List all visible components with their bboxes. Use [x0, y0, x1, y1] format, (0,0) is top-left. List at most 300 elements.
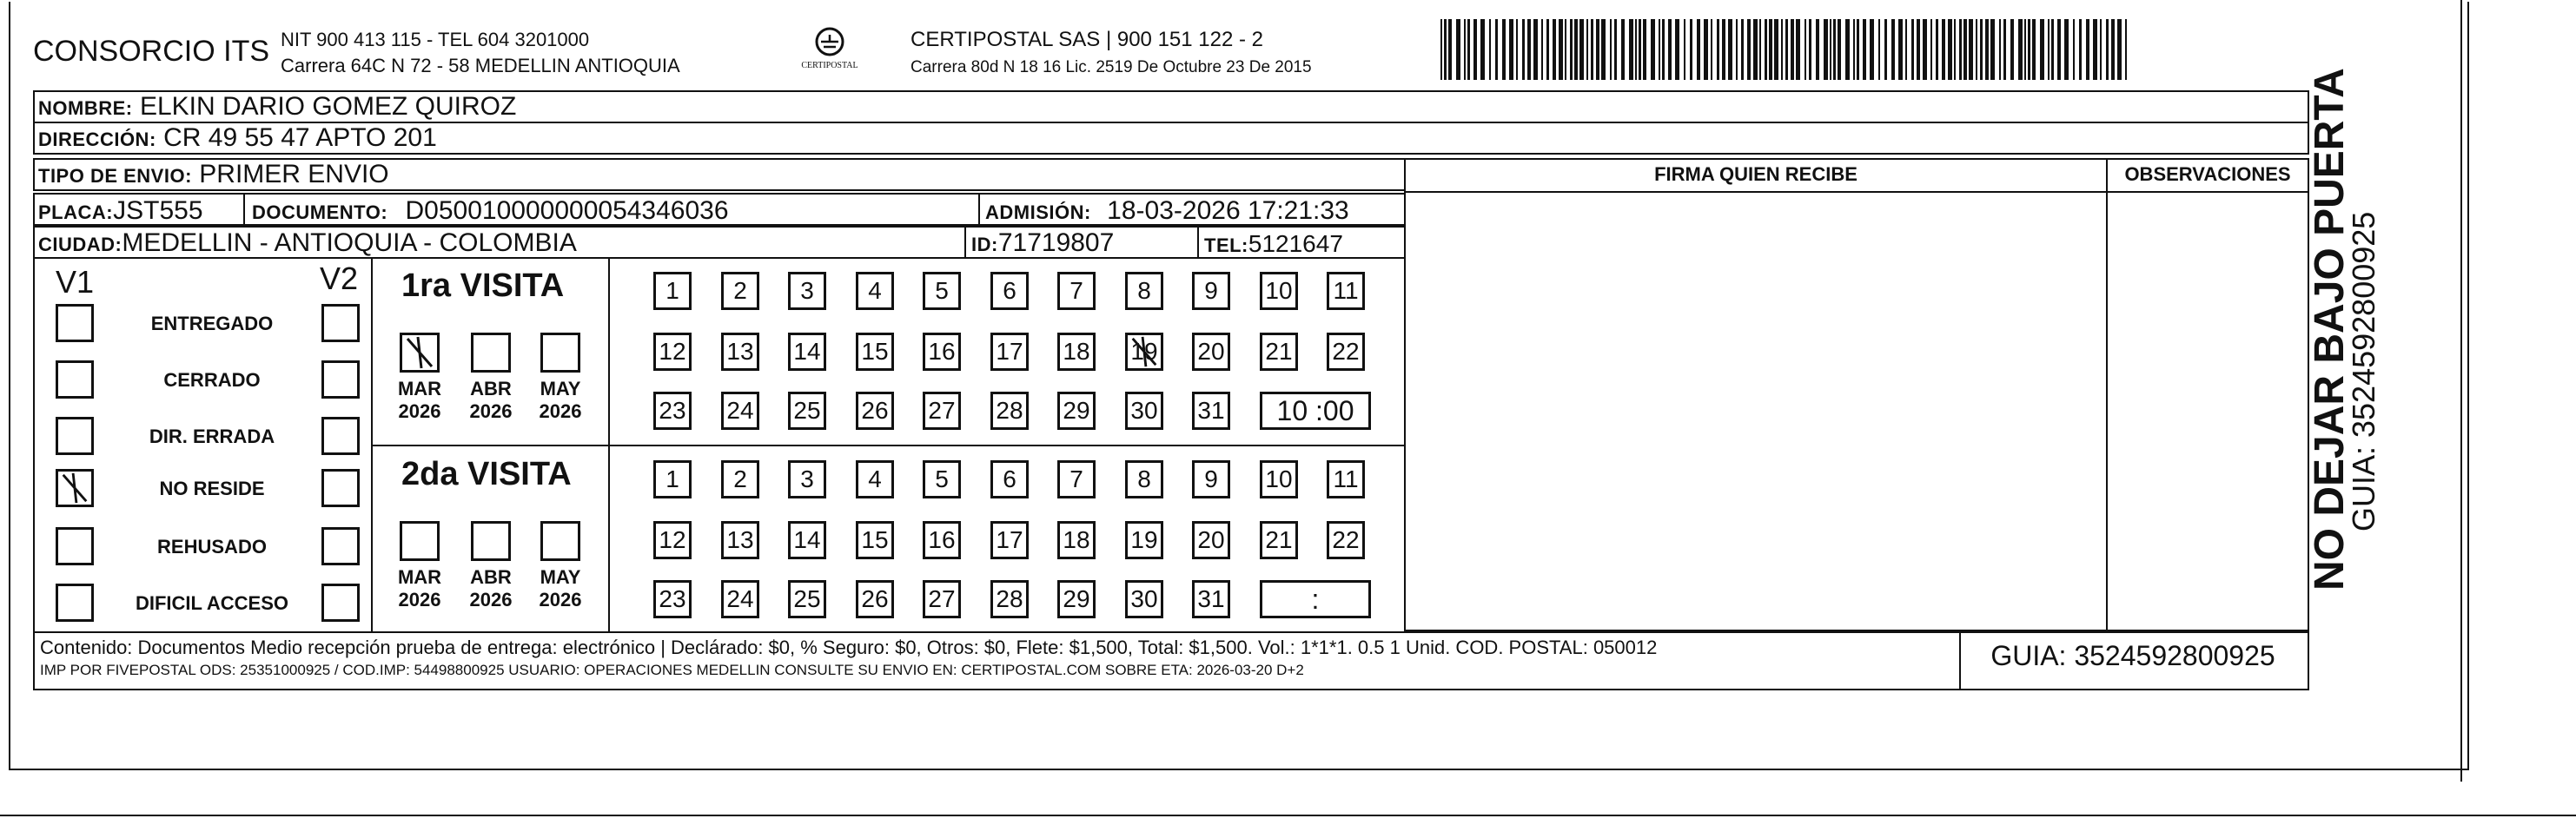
visit-day-box[interactable]	[856, 580, 894, 618]
visit-time-value: :	[1311, 584, 1320, 615]
visit-day-box[interactable]	[1125, 333, 1163, 371]
certipostal-logo	[795, 24, 864, 76]
barcode-bar	[1853, 19, 1855, 80]
placa-value: JST555	[113, 196, 203, 225]
company-name: CONSORCIO ITS	[33, 35, 270, 68]
visit-day-number: 29	[1063, 397, 1090, 424]
barcode-bar	[1480, 19, 1485, 80]
visit-time-box[interactable]	[1260, 580, 1371, 618]
tipo-row	[33, 158, 1406, 191]
visit-day-number: 26	[861, 397, 889, 424]
barcode-bar	[1985, 19, 1989, 80]
barcode-bar	[2064, 19, 2069, 80]
status-label: NO RESIDE	[159, 478, 265, 499]
visit-day-box[interactable]	[788, 460, 826, 498]
status-v1-checkbox[interactable]	[56, 417, 94, 455]
visit-title: 2da VISITA	[401, 456, 572, 492]
status-v1-checkbox[interactable]	[56, 469, 94, 507]
visit-month-label	[460, 378, 521, 423]
barcode-bar	[2003, 19, 2006, 80]
visit-day-number: 22	[1332, 526, 1360, 553]
visit-day-number: 21	[1265, 338, 1293, 365]
visit-day-box[interactable]	[1192, 521, 1230, 559]
visit-day-number: 5	[935, 465, 949, 492]
visit-day-box[interactable]	[856, 333, 894, 371]
visit-day-box[interactable]	[721, 333, 759, 371]
barcode-bar	[1959, 19, 1962, 80]
barcode-bar	[1753, 19, 1758, 80]
visit-day-box[interactable]	[856, 272, 894, 310]
barcode-bar	[1791, 19, 1794, 80]
visit-day-number: 28	[996, 397, 1023, 424]
barcode-bar	[1610, 19, 1612, 80]
barcode-bar	[1809, 19, 1811, 80]
footer-line1: Contenido: Documentos Medio recepción prueba de entrega: electrónico | Declárado: $0, % Seguro: $0, Otros: $0, Flete: $1,500, Total: $1,500. Vol.: 1*1*1. 0.5 1 Unid. COD. POSTAL: 050012	[40, 637, 1658, 658]
barcode-bar	[1635, 19, 1637, 80]
barcode-bar	[2117, 19, 2122, 80]
barcode-bar	[1495, 19, 1498, 80]
visit-day-number: 3	[800, 277, 814, 304]
carrier-line2: Carrera 80d N 18 16 Lic. 2519 De Octubre 23 De 2015	[911, 58, 1312, 76]
direccion-label: DIRECCIÓN:	[38, 129, 156, 150]
visit-day-box[interactable]	[1192, 460, 1230, 498]
barcode-bar	[2125, 19, 2127, 80]
bottom-rule	[0, 815, 2576, 816]
visit-month-label	[389, 378, 450, 423]
visit-day-box[interactable]	[856, 392, 894, 430]
barcode-bar	[1533, 19, 1538, 80]
visit-month-checkbox[interactable]	[540, 521, 580, 561]
visit-day-number: 6	[1003, 277, 1016, 304]
visit-month-checkbox[interactable]	[471, 521, 511, 561]
visit-day-box[interactable]	[856, 521, 894, 559]
visit-divider-mid	[371, 445, 1405, 446]
barcode-bar	[1697, 19, 1700, 80]
visit-day-number: 20	[1197, 338, 1225, 365]
visit-day-box[interactable]	[653, 392, 692, 430]
tel-divider	[1197, 226, 1199, 259]
visit-day-box[interactable]	[1260, 333, 1298, 371]
barcode-bar	[2106, 19, 2109, 80]
barcode-bar	[1565, 19, 1566, 80]
barcode-bar	[1936, 19, 1938, 80]
barcode-bar	[1502, 19, 1506, 80]
visit-day-box[interactable]	[990, 460, 1029, 498]
visit-day-number: 14	[793, 338, 821, 365]
visit-month-year: 2026	[398, 400, 441, 422]
visit-day-box[interactable]	[990, 272, 1029, 310]
barcode-bar	[1741, 19, 1744, 80]
visit-day-number: 11	[1333, 277, 1359, 304]
visit-day-number: 4	[868, 277, 882, 304]
visit-day-number: 12	[659, 526, 686, 553]
visit-title: 1ra VISITA	[401, 267, 565, 304]
barcode-bar	[1759, 19, 1761, 80]
barcode-bar	[1845, 19, 1850, 80]
visit-day-box[interactable]	[1125, 521, 1163, 559]
barcode-bar	[1898, 19, 1903, 80]
barcode-bar	[1722, 19, 1725, 80]
barcode-bar	[1942, 19, 1945, 80]
visit-day-number: 7	[1069, 465, 1083, 492]
barcode-bar	[1805, 19, 1806, 80]
visit-month-year: 2026	[469, 589, 513, 610]
barcode-bar	[1579, 19, 1584, 80]
visit-day-number: 13	[726, 338, 754, 365]
barcode-bar	[1522, 19, 1525, 80]
visit-day-box[interactable]	[1192, 580, 1230, 618]
visit-day-box[interactable]	[990, 333, 1029, 371]
barcode-bar	[1546, 19, 1549, 80]
barcode-bar	[2051, 19, 2054, 80]
visit-day-number: 1	[666, 465, 679, 492]
visit-day-number: 14	[793, 526, 821, 553]
visit-month-checkbox[interactable]	[540, 333, 580, 373]
barcode-bar	[2111, 19, 2115, 80]
status-v1-checkbox[interactable]	[56, 527, 94, 565]
barcode-bar	[1444, 19, 1447, 80]
barcode-bar	[1509, 19, 1513, 80]
barcode-bar	[1473, 19, 1477, 80]
visit-day-box[interactable]	[721, 580, 759, 618]
status-v2-checkbox[interactable]	[321, 360, 360, 399]
barcode-bar	[1464, 19, 1466, 80]
visit-day-box[interactable]	[1192, 272, 1230, 310]
id-value: 71719807	[997, 228, 1115, 257]
barcode-bar	[1527, 19, 1531, 80]
visit-day-number: 2	[733, 465, 747, 492]
visit-month-year: 2026	[539, 400, 582, 422]
side-warning: NO DEJAR BAJO PUERTA	[2307, 68, 2353, 591]
visit-day-number: 3	[800, 465, 814, 492]
visit-month-name: MAY	[540, 378, 581, 399]
barcode-bar	[1824, 19, 1828, 80]
visit-day-box[interactable]	[1327, 460, 1365, 498]
visit-month-checkbox[interactable]	[400, 521, 440, 561]
admision-value: 18-03-2026 17:21:33	[1107, 196, 1349, 225]
visit-month-year: 2026	[469, 400, 513, 422]
barcode-bar	[1963, 19, 1967, 80]
visit-month-label	[460, 566, 521, 611]
barcode	[1440, 19, 2129, 80]
barcode-bar	[1923, 19, 1927, 80]
visit-day-box[interactable]	[653, 333, 692, 371]
visit-day-box[interactable]	[1057, 460, 1096, 498]
barcode-bar	[1591, 19, 1593, 80]
barcode-bar	[1675, 19, 1679, 80]
id-field	[971, 228, 1114, 258]
visit-day-number: 16	[928, 526, 956, 553]
visit-day-box[interactable]	[990, 521, 1029, 559]
firma-header: FIRMA QUIEN RECIBE	[1654, 163, 1858, 185]
visit-divider-cal	[608, 257, 610, 631]
barcode-bar	[1601, 19, 1606, 80]
visit-month-checkbox[interactable]	[400, 333, 440, 373]
barcode-bar	[1574, 19, 1578, 80]
barcode-bar	[1736, 19, 1738, 80]
status-v2-checkbox[interactable]	[321, 527, 360, 565]
admision-field	[985, 196, 1349, 226]
visit-day-box[interactable]	[721, 460, 759, 498]
visit-day-box[interactable]	[1327, 521, 1365, 559]
nombre-row	[33, 90, 2309, 123]
visit-day-number: 22	[1332, 338, 1360, 365]
barcode-bar	[1570, 19, 1573, 80]
visit-day-number: 10	[1265, 465, 1293, 492]
visit-day-box[interactable]	[1327, 333, 1365, 371]
barcode-bar	[1629, 19, 1633, 80]
barcode-bar	[1911, 19, 1914, 80]
visit-day-box[interactable]	[990, 392, 1029, 430]
barcode-bar	[2040, 19, 2044, 80]
documento-field	[252, 196, 729, 226]
admision-label: ADMISIÓN:	[985, 201, 1091, 223]
barcode-bar	[1857, 19, 1859, 80]
status-v2-checkbox[interactable]	[321, 417, 360, 455]
visit-month-label	[389, 566, 450, 611]
visit-day-box[interactable]	[923, 272, 961, 310]
tipo-label: TIPO DE ENVIO:	[38, 165, 192, 187]
documento-value: D050010000000054346036	[405, 196, 729, 225]
barcode-bar	[1684, 19, 1685, 80]
barcode-bar	[1717, 19, 1719, 80]
barcode-bar	[1728, 19, 1732, 80]
visit-day-box[interactable]	[923, 521, 961, 559]
visit-day-box[interactable]	[923, 392, 961, 430]
status-label: CERRADO	[163, 369, 261, 391]
visit-day-box[interactable]	[1057, 580, 1096, 618]
visit-day-number: 31	[1197, 397, 1225, 424]
barcode-bar	[1541, 19, 1543, 80]
barcode-bar	[2028, 19, 2030, 80]
ciudad-field	[38, 228, 577, 258]
visit-day-box[interactable]	[653, 521, 692, 559]
visit-day-number: 16	[928, 338, 956, 365]
observaciones-column	[2106, 158, 2309, 631]
barcode-bar	[1905, 19, 1907, 80]
barcode-bar	[1456, 19, 1460, 80]
visit-day-number: 19	[1130, 526, 1158, 553]
visit-day-number: 15	[861, 526, 889, 553]
barcode-bar	[1467, 19, 1470, 80]
visit-day-box[interactable]	[1327, 272, 1365, 310]
barcode-bar	[1651, 19, 1655, 80]
firma-header-rule	[1404, 191, 2309, 193]
visit-day-box[interactable]	[721, 521, 759, 559]
visit-month-checkbox[interactable]	[471, 333, 511, 373]
visit-month-year: 2026	[539, 589, 582, 610]
id-label: ID:	[971, 234, 998, 255]
visit-day-number: 24	[726, 585, 754, 612]
barcode-bar	[1870, 19, 1874, 80]
visit-day-number: 6	[1003, 465, 1016, 492]
visit-day-number: 23	[659, 397, 686, 424]
visit-day-box[interactable]	[653, 580, 692, 618]
right-edge	[2460, 0, 2462, 782]
admision-divider	[978, 193, 980, 226]
visit-day-box[interactable]	[1057, 272, 1096, 310]
visit-day-number: 4	[868, 465, 882, 492]
status-label: DIFICIL ACCESO	[135, 592, 288, 614]
visit-day-mark	[1128, 335, 1161, 368]
barcode-bar	[2024, 19, 2026, 80]
barcode-bar	[1917, 19, 1920, 80]
visit-day-box[interactable]	[1260, 460, 1298, 498]
v2-label: V2	[320, 261, 359, 296]
status-v1-checkbox[interactable]	[56, 304, 94, 342]
visit-day-box[interactable]	[1057, 521, 1096, 559]
barcode-bar	[2018, 19, 2023, 80]
visit-month-label	[530, 378, 591, 423]
visit-day-box[interactable]	[721, 392, 759, 430]
nombre-label: NOMBRE:	[38, 97, 133, 119]
visit-day-box[interactable]	[653, 272, 692, 310]
visit-day-box[interactable]	[1125, 460, 1163, 498]
visit-day-box[interactable]	[1057, 333, 1096, 371]
direccion-row	[33, 122, 2309, 155]
placa-divider	[243, 193, 245, 226]
side-guia: GUIA: 3524592800925	[2346, 211, 2381, 531]
barcode-bar	[1516, 19, 1518, 80]
visit-day-box[interactable]	[1192, 392, 1230, 430]
visit-day-box[interactable]	[721, 272, 759, 310]
visit-day-number: 10	[1265, 277, 1293, 304]
barcode-bar	[1559, 19, 1563, 80]
barcode-bar	[1662, 19, 1665, 80]
status-label: DIR. ERRADA	[149, 426, 275, 447]
visit-time-value: 10 :00	[1276, 395, 1354, 426]
visit-day-box[interactable]	[1260, 521, 1298, 559]
barcode-bar	[1596, 19, 1599, 80]
barcode-bar	[1980, 19, 1983, 80]
barcode-bar	[1639, 19, 1641, 80]
visit-day-number: 26	[861, 585, 889, 612]
visit-day-box[interactable]	[856, 460, 894, 498]
carrier-line1: CERTIPOSTAL SAS | 900 151 122 - 2	[911, 28, 1263, 51]
barcode-bar	[1711, 19, 1712, 80]
barcode-bar	[1830, 19, 1831, 80]
barcode-bar	[1774, 19, 1778, 80]
visit-day-box[interactable]	[1260, 272, 1298, 310]
visit-day-box[interactable]	[788, 392, 826, 430]
visit-day-box[interactable]	[788, 333, 826, 371]
visit-day-number: 27	[928, 585, 956, 612]
visit-day-number: 7	[1069, 277, 1083, 304]
status-v1-checkbox[interactable]	[56, 360, 94, 399]
barcode-bar	[1796, 19, 1800, 80]
visit-day-box[interactable]	[923, 580, 961, 618]
handwritten-check-icon	[58, 472, 91, 505]
direccion-value: CR 49 55 47 APTO 201	[163, 123, 437, 152]
visit-day-number: 11	[1333, 465, 1359, 492]
ciudad-label: CIUDAD:	[38, 234, 123, 255]
visit-day-number: 15	[861, 338, 889, 365]
visit-day-box[interactable]	[923, 460, 961, 498]
visit-day-box[interactable]	[1192, 333, 1230, 371]
status-v2-checkbox[interactable]	[321, 469, 360, 507]
status-v1-checkbox[interactable]	[56, 584, 94, 622]
visit-time-box[interactable]	[1260, 392, 1371, 430]
visit-day-box[interactable]	[653, 460, 692, 498]
status-v2-checkbox[interactable]	[321, 304, 360, 342]
visit-day-number: 2	[733, 277, 747, 304]
handwritten-check-icon	[1128, 335, 1161, 368]
barcode-bar	[1969, 19, 1973, 80]
barcode-bar	[2048, 19, 2050, 80]
visit-day-number: 20	[1197, 526, 1225, 553]
barcode-bar	[1976, 19, 1977, 80]
visit-day-box[interactable]	[788, 521, 826, 559]
visit-month-name: MAR	[397, 378, 442, 399]
barcode-bar	[2079, 19, 2082, 80]
visit-month-year: 2026	[398, 589, 441, 610]
barcode-bar	[1614, 19, 1617, 80]
barcode-bar	[1769, 19, 1772, 80]
visit-day-number: 12	[659, 338, 686, 365]
barcode-bar	[1668, 19, 1672, 80]
barcode-bar	[1891, 19, 1895, 80]
visit-day-number: 29	[1063, 585, 1090, 612]
barcode-bar	[1489, 19, 1491, 80]
tel-label: TEL:	[1204, 234, 1248, 256]
visit-day-number: 25	[793, 397, 821, 424]
visit-month-label	[530, 566, 591, 611]
visit-month-name: ABR	[470, 378, 512, 399]
visit-day-box[interactable]	[788, 272, 826, 310]
barcode-bar	[1440, 19, 1442, 80]
barcode-bar	[1747, 19, 1751, 80]
v1-label: V1	[56, 264, 95, 300]
visit-day-number: 9	[1204, 465, 1218, 492]
visit-day-box[interactable]	[1125, 392, 1163, 430]
barcode-bar	[2086, 19, 2089, 80]
visit-day-number: 13	[726, 526, 754, 553]
visit-day-number: 27	[928, 397, 956, 424]
visit-day-box[interactable]	[1125, 580, 1163, 618]
barcode-bar	[2093, 19, 2097, 80]
visit-day-box[interactable]	[923, 333, 961, 371]
status-v2-checkbox[interactable]	[321, 584, 360, 622]
nombre-value: ELKIN DARIO GOMEZ QUIROZ	[139, 92, 517, 121]
barcode-bar	[2073, 19, 2075, 80]
visit-day-box[interactable]	[788, 580, 826, 618]
barcode-bar	[1833, 19, 1836, 80]
visit-day-box[interactable]	[990, 580, 1029, 618]
barcode-bar	[1621, 19, 1625, 80]
visit-day-number: 8	[1137, 277, 1151, 304]
tipo-value: PRIMER ENVIO	[199, 160, 389, 188]
barcode-bar	[1948, 19, 1952, 80]
barcode-bar	[1586, 19, 1588, 80]
visit-day-number: 30	[1130, 585, 1158, 612]
barcode-bar	[1930, 19, 1932, 80]
status-label: REHUSADO	[157, 536, 267, 558]
barcode-bar	[2010, 19, 2014, 80]
visit-day-box[interactable]	[1057, 392, 1096, 430]
ciudad-value: MEDELLIN - ANTIOQUIA - COLOMBIA	[122, 228, 577, 257]
visit-day-box[interactable]	[1125, 272, 1163, 310]
barcode-bar	[1878, 19, 1880, 80]
company-nit: NIT 900 413 115 - TEL 604 3201000	[281, 29, 590, 50]
barcode-bar	[1816, 19, 1819, 80]
visit-day-number: 17	[996, 526, 1023, 553]
barcode-bar	[1690, 19, 1692, 80]
visit-day-number: 5	[935, 277, 949, 304]
visit-day-number: 18	[1063, 338, 1090, 365]
barcode-bar	[2057, 19, 2061, 80]
placa-label: PLACA:	[38, 201, 114, 223]
company-address: Carrera 64C N 72 - 58 MEDELLIN ANTIOQUIA	[281, 55, 680, 76]
